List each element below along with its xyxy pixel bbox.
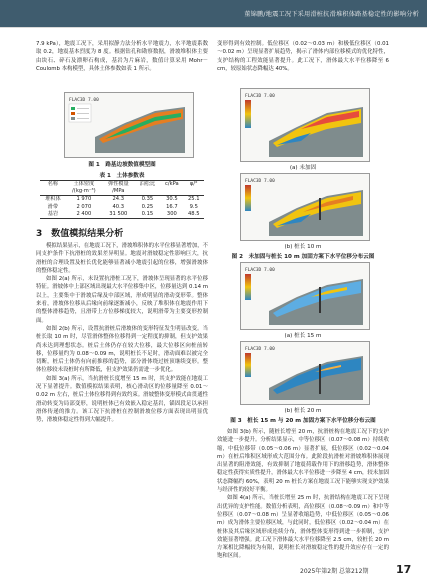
table-header-cell [184,188,205,196]
table-header-cell: 名称 [40,181,66,189]
table-cell: 2 070 [76,203,92,210]
table-header-row [40,181,204,189]
table-header-cell [40,188,66,196]
fig3a-pile [319,287,321,313]
header-rule [0,27,427,28]
body-paragraph: 模拟结果显示，在地震工况下，滑坡堆积体的水平位移显著增加，不同支护条件下抗滑桩的效果差异明显。地震对滑坡稳定性影响巨大，抗滑桩的合理设置及桩长优化能够显著减小地震引起的位移，增强滑坡体的整体稳定性。 [36,243,208,274]
svg-text:FLAC3D 7.00: FLAC3D 7.00 [245,347,275,352]
running-title: 董锦鹏/地震工况下采用滑桩抗滑堆积体路基稳定性的影响分析 [244,11,419,18]
section-3-heading: 3 数值模拟结果分析 [36,229,124,239]
body-paragraph: 如图 2(a) 所示，未设置抗滑桩工况下，滑坡体呈现显著的水平位移特征。滑坡体中上部区域出现最大水平位移集中区，位移量达到 0.14 m 以上，主要集中于滑坡后缘及中部区域，形成明显的滑动变形带。整体来看，滑坡体位移从后缘向前缘逐渐减小，反映了堆积体在地震作用下的整体滑移趋势，且滑带上方位移梯度较大，说明滑带为主要变形控制面。 [36,276,208,324]
table-cell: 30.5 [166,196,178,203]
table-header-cell: c/kPa [160,181,183,189]
table-cell: 2 400 [66,211,102,219]
table-cell: 40.3 [112,203,125,210]
body-paragraph: 如图 3(b) 所示，随桩长增至 20 m，抗滑桩构在地震工况下的支护效能进一步提升。分析结果显示，中等位移区（0.07～0.08 m）持续收缩，中低位移带（0.05～0.06 m）显著扩展，低位移区（0.02～0.04 m）在桩后堆积区域形成大范围分布。此阶段抗滑桩对滑坡堆积体展现出显著的阻滑效能，有效抑制了地震荷载作用下的滑移趋势，滑体整体稳定性获得实质性提升，滑体最大水平位移进一步降至 4 cm，较未加固状态降幅约 60%，表明 20 m 桩长方案在地震工况下能够实现支护效果与经济性的较好平衡。 [217,429,389,494]
table-cell: 堆积体 [45,196,61,203]
fig1-panel-label: FLAC3D 7.00 [69,98,99,103]
table-header-cell [135,188,161,196]
table-cell: 24.3 [112,196,125,203]
table-header-cell: 泊松比 [135,181,161,189]
issue-info: 2025年第2期 总第212期 [300,568,369,575]
table-header-cell: 弹性模量 [102,181,135,189]
svg-text:FLAC3D 7.00: FLAC3D 7.00 [245,179,275,184]
table-row [40,204,204,211]
figure-3a-subcaption: (a) 桩长 15 m [284,333,322,339]
svg-text:FLAC3D 7.00: FLAC3D 7.00 [245,94,275,99]
body-paragraph: 如图 2(b) 所示，设置抗滑桩后滑坡体的变形特征发生明显改变。当桩长取 10 m 时，尽管滑体整体位移得到一定程度的抑制，但支护效果尚未达到理想状态。桩后土体仍存在较大位移，最大位移区向桩前转移，位移量约为 0.08～0.09 m，说明桩长不足时，滑动面难以被完全切断，桩后土体仍有向前推移的趋势，部分滑体绕过桩顶继续变形。整体位移较未设桩时有所降低，但支护效果仍需进一步优化。 [36,325,208,374]
left-intro-text [36,40,208,73]
table-cell: 300 [160,211,183,219]
figure-2b-subcaption: (b) 桩长 10 m [284,244,322,250]
figure-3b-contour [240,341,370,405]
table-cell: 16.7 [166,203,178,210]
page-number: 17 [396,563,412,576]
table-cell: 1 970 [76,196,92,203]
table-header-unit-row [40,188,204,196]
soil-parameter-table [40,180,204,219]
figure-2-caption: 图 2 未加固与桩长 10 m 加固方案下水平位移分布云图 [231,254,375,260]
table-cell: 基岩 [40,211,66,219]
figure-3b-subcaption: (b) 桩长 20 m [284,408,322,414]
body-paragraph: 如图 4(a) 所示，当桩长增至 25 m 时，抗滑结构在地震工况下呈现出优异的支护性能。数值分析表明，高位移区（0.08～0.09 m）和中等位移区（0.07～0.08 m）呈显著收缩趋势，中低位移区（0.05～0.06 m）成为滑体主要位移区域，与此同时，低位移区（0.02～0.04 m）在桩体及其后缘区域形成连续分布，滑体整体变形得到进一步抑制，支护效能显著增强。此工况下滑体最大水平位移降至 2.5 cm，较桩长 20 m 方案相比降幅较为有限，说明桩长对滑坡稳定性的提升效应存在一定的饱和区间。 [217,495,389,560]
table-cell: 9.5 [189,203,198,210]
figure-2a-subcaption: (a) 未加固 [289,165,317,171]
table-cell: 0.25 [141,203,154,210]
body-paragraph: 如图 3(a) 所示，当抗滑桩长度增至 15 m 时，其支护效能在地震工况下显著提升。数值模拟结果表明，核心滑动区的位移量降至 0.01～0.02 m 左右，桩后土体位移得到有效约束。滑坡整体变形模式由贯通性滑动转变为局部变形，说明桩体已有效嵌入稳定基岩，锚固段足以承担滑体传递的推力。该工况下抗滑桩在控制滑坡位移方面表现出明显优势，滑坡体稳定性得到大幅提升。 [36,375,208,424]
continued-paragraph: 变形得到有效控制。低位移区（0.02～0.03 m）和极低位移区（0.01～0.02 m）呈现显著扩展趋势，揭示了滑体内部位移模式的优化特性，支护结构的工程效能显著提升。此工况下，滑体最大水平位移降至 6 cm，较原始状态降幅达 40%。 [217,41,389,72]
table-header-cell: /(kg·m⁻³) [66,188,102,196]
table-1-caption: 表 1 土体参数表 [99,173,145,179]
svg-text:FLAC3D 7.00: FLAC3D 7.00 [245,268,275,273]
right-intro-text [217,40,389,73]
table-cell: 0.35 [141,196,154,203]
table-row [40,211,204,219]
figure-3a-contour [240,262,370,330]
fig2a-color-legend [245,100,251,128]
table-cell: 滑带 [47,203,59,210]
figure-1-model [64,92,194,158]
table-header-cell: φ/° [184,181,205,189]
table-cell: 0.15 [135,211,161,219]
right-body-text [217,428,389,560]
intro-paragraph: 7.9 kPa），地震工况下，采用拟静力法分析水平地震力，水平地震系数取 0.2，地震基本烈度为 8 度。根据钻孔和勘察数据，滑坡堆积体主要由块石、碎石及漂卵石构成，基岩为片麻岩，数值计算采用 Mohr－Coulomb 本构模型，具体土体参数如表 1 所示。 [36,41,208,72]
figure-3-caption: 图 3 桩长 15 m 与 20 m 加固方案下水平位移分布云图 [230,418,376,424]
figure-2a-contour [240,88,370,162]
left-body-text [36,242,208,562]
figure-1-caption: 图 1 路基边坡数值模型图 [88,162,156,168]
table-cell: 25.1 [187,196,200,203]
fig3b-pile [319,364,321,394]
table-cell: 31 500 [102,211,135,219]
figure-2b-contour [240,173,370,241]
table-header-cell: 土体密度 [66,181,102,189]
running-header-bar [0,0,427,28]
table-cell: 48.5 [184,211,205,219]
table-row [40,196,204,204]
table-header-cell [160,188,183,196]
table-header-cell: /MPa [102,188,135,196]
fig2b-pile [319,198,321,220]
